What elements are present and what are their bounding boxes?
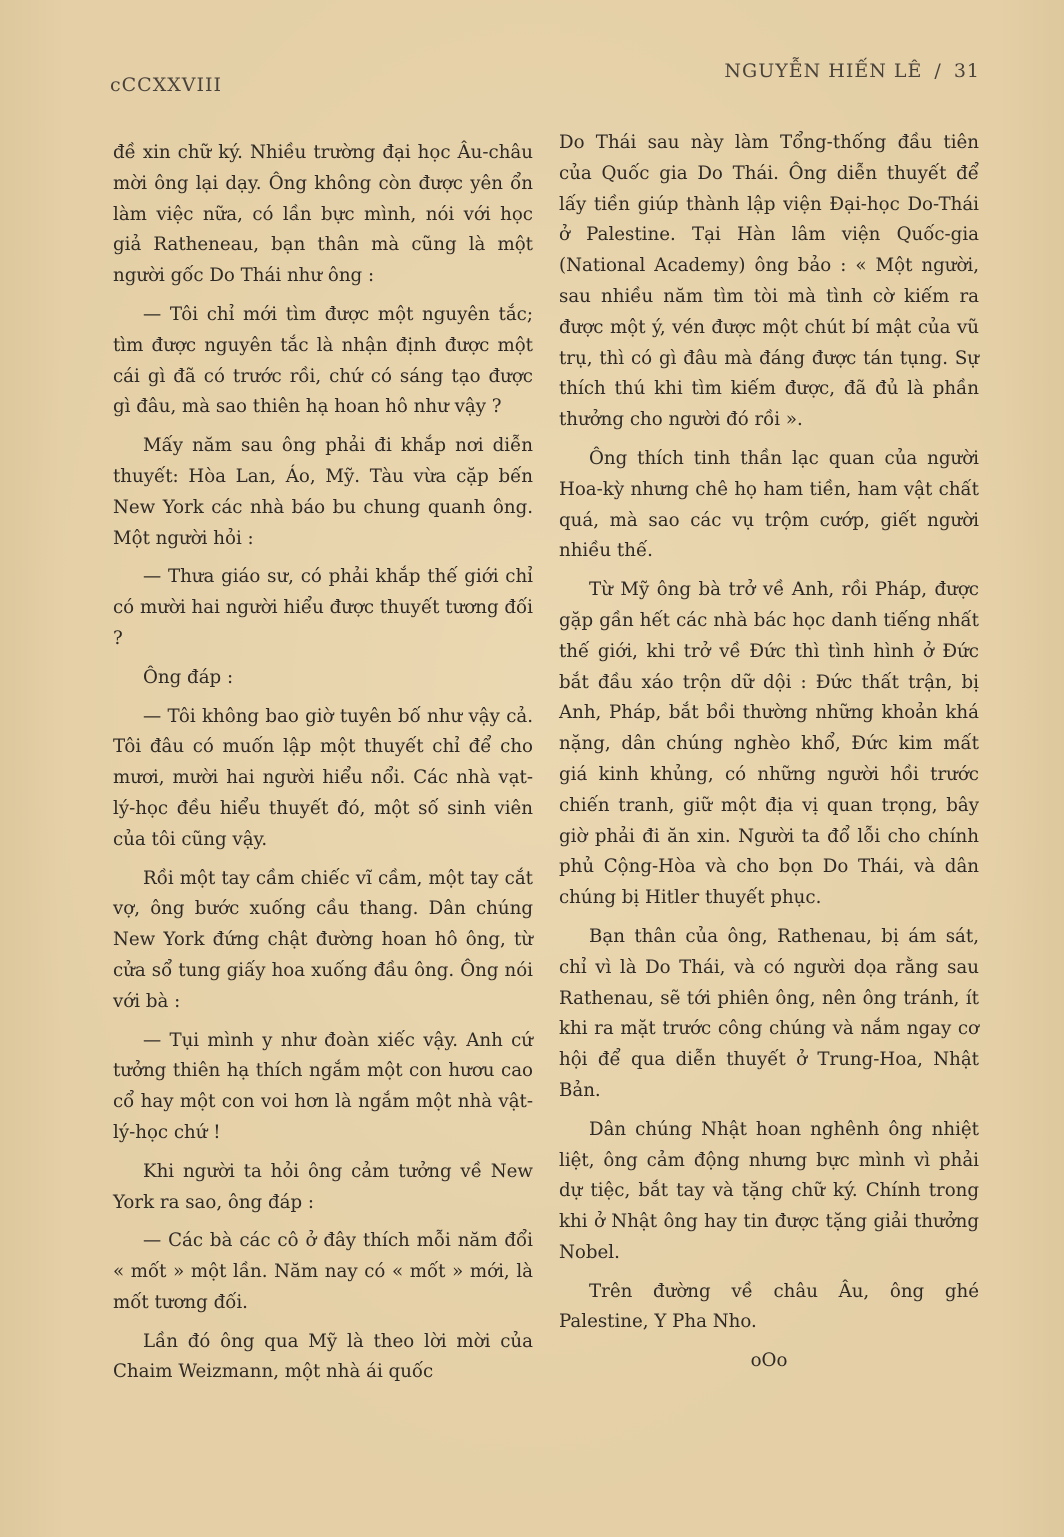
page-header [110,56,980,96]
paragraph: Do Thái sau này làm Tổng-thống đầu tiên của Quốc gia Do Thái. Ông diễn thuyết để lấy tiền giúp thành lập viện Đại-học Do-Thái ở Palestine. Tại Hàn lâm viện Quốc-gia (National Academy) ông bảo : « Một người, sau nhiều năm tìm tòi mà tình cờ kiếm ra được một ý, vén được một chút bí mật của vũ trụ, thì có gì đâu mà đáng được tán tụng. Sự thích thú khi tìm kiếm được, đã đủ là phần thưởng cho người đó rồi ». [559,132,979,431]
paragraph: Trên đường về châu Âu, ông ghé Palestine, Y Pha Nho. [559,1280,979,1333]
paragraph: Ông thích tinh thần lạc quan của người Hoa-kỳ nhưng chê họ ham tiền, ham vật chất quá, mà sao các vụ trộm cướp, giết người nhiều thế. [559,447,979,562]
paragraph: — Thưa giáo sư, có phải khắp thế giới chỉ có mười hai người hiểu được thuyết tương đối ? [113,566,533,649]
running-head [724,60,980,82]
paragraph: Dân chúng Nhật hoan nghênh ông nhiệt liệt, ông cảm động nhưng bực mình vì phải dự tiệc, bắt tay và tặng chữ ký. Chính trong khi ở Nhật ông hay tin được tặng giải thưởng Nobel. [559,1118,979,1263]
section-number: cCCXXVIII [110,74,223,96]
paragraph: Khi người ta hỏi ông cảm tưởng về New York ra sao, ông đáp : [113,1160,533,1213]
paragraph: — Các bà các cô ở đây thích mỗi năm đổi « mốt » một lần. Năm nay có « mốt » mới, là mốt tương đối. [113,1230,533,1313]
paragraph: Bạn thân của ông, Rathenau, bị ám sát, chỉ vì là Do Thái, và có người dọa rằng sau Rathenau, sẽ tới phiên ông, nên ông tránh, ít khi ra mặt trước công chúng và nắm ngay cơ hội để qua diễn thuyết ở Trung-Hoa, Nhật Bản. [559,925,979,1101]
paragraph: Mấy năm sau ông phải đi khắp nơi diễn thuyết: Hòa Lan, Áo, Mỹ. Tàu vừa cặp bến New York các nhà báo bu chung quanh ông. Một người hỏi : [113,435,533,549]
page-number: 31 [953,60,980,82]
paragraph: Rồi một tay cầm chiếc vĩ cầm, một tay cắt vợ, ông bước xuống cầu thang. Dân chúng New York đứng chật đường hoan hô ông, từ cửa sổ tung giấy hoa xuống đầu ông. Ông nói với bà : [113,867,533,1012]
paragraph: — Tôi không bao giờ tuyên bố như vậy cả. Tôi đâu có muốn lập một thuyết chỉ để cho mươi, mười hai người hiểu nổi. Các nhà vạt-lý-học đều hiểu thuyết đó, một số sinh viên của tôi cũng vậy. [113,705,533,850]
paragraph: Ông đáp : [143,666,234,688]
paragraph: Lần đó ông qua Mỹ là theo lời mời của Chaim Weizmann, một nhà ái quốc [113,1330,533,1383]
section-end-mark: oOo [750,1350,788,1372]
paragraph: Từ Mỹ ông bà trở về Anh, rồi Pháp, được gặp gần hết các nhà bác học danh tiếng nhất thế giới, khi trở về Đức thì tình hình ở Đức bắt đầu xáo trộn dữ dội : Đức thất trận, bị Anh, Pháp, bắt bồi thường những khoản khá nặng, dân chúng nghèo khổ, Đức kim mất giá kinh khủng, có những người hồi trước chiến tranh, giữ một địa vị quan trọng, bây giờ phải đi ăn xin. Người ta đổ lỗi cho chính phủ Cộng-Hòa và cho bọn Do Thái, và dân chúng bị Hitler thuyết phục. [559,579,979,909]
author-name: NGUYỄN HIẾN LÊ [724,60,923,82]
paragraph: — Tụi mình y như đoàn xiếc vậy. Anh cứ tưởng thiên hạ thích ngắm một con hươu cao cổ hay một con voi hơn là ngắm một nhà vật-lý-học chứ ! [113,1029,533,1143]
header-separator: / [934,60,942,82]
right-column [559,128,979,1385]
paragraph: — Tôi chỉ mới tìm được một nguyên tắc; tìm được nguyên tắc là nhận định được một cái gì đã có trước rồi, chứ có sáng tạo được gì đâu, mà sao thiên hạ hoan hô như vậy ? [113,303,533,418]
left-column [113,138,533,1396]
paragraph: đề xin chữ ký. Nhiều trường đại học Âu-châu mời ông lại dạy. Ông không còn được yên ổn làm việc nữa, có lần bực mình, nói với học giả Ratheneau, bạn thân mà cũng là một người gốc Do Thái như ông : [113,142,533,287]
